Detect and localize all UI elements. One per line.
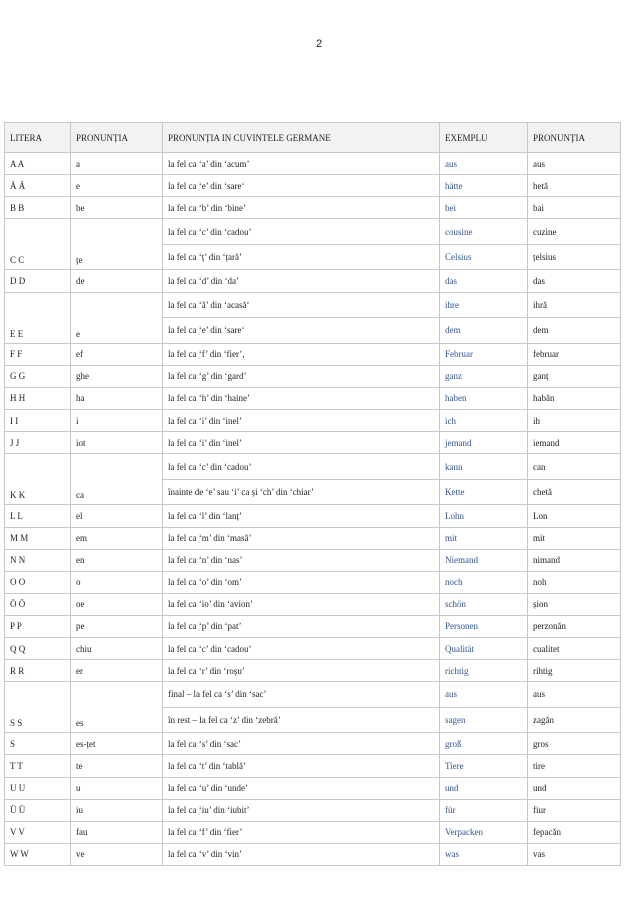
cell-example: Celsius [440,244,528,270]
cell-example-pronunciation: Lon [528,505,621,527]
cell-example: noch [440,571,528,593]
table-row [5,454,621,480]
cell-litera: F F [5,343,71,365]
table-header-row [5,123,621,153]
cell-litera [5,682,71,708]
cell-description: la fel ca ‘c’ din ‘cadou’ [163,637,440,659]
table-row [5,682,621,708]
cell-example: Qualität [440,637,528,659]
cell-litera: S S [5,707,71,733]
table-row [5,175,621,197]
table-row [5,343,621,365]
cell-litera: S [5,733,71,755]
cell-description: la fel ca ‘d’ din ‘da’ [163,270,440,292]
cell-description: la fel ca ‘a’ din ‘acum’ [163,153,440,175]
table-row [5,660,621,682]
cell-description: la fel ca ‘f’ din ‘fier’, [163,343,440,365]
cell-litera: R R [5,660,71,682]
cell-pronuntia [71,682,163,708]
cell-example-pronunciation: cualitet [528,637,621,659]
cell-example: was [440,843,528,865]
table-row [5,637,621,659]
cell-example-pronunciation: und [528,777,621,799]
cell-example-pronunciation: perzonăn [528,615,621,637]
table-row [5,571,621,593]
table-row [5,365,621,387]
cell-pronuntia: iu [71,799,163,821]
cell-pronuntia: chiu [71,637,163,659]
cell-example-pronunciation: bai [528,197,621,219]
table-row [5,197,621,219]
table-row [5,821,621,843]
cell-description: înainte de ‘e’ sau ‘i’ ca și ‘ch’ din ‘chiar’ [163,479,440,505]
cell-pronuntia [71,219,163,245]
cell-example: Lohn [440,505,528,527]
cell-example-pronunciation: nimand [528,549,621,571]
cell-pronuntia: a [71,153,163,175]
cell-pronuntia: es-țet [71,733,163,755]
table-row [5,549,621,571]
cell-example-pronunciation: das [528,270,621,292]
table-row [5,410,621,432]
cell-example-pronunciation: iemand [528,432,621,454]
cell-description: la fel ca ‘n’ din ‘nas’ [163,549,440,571]
table-row [5,153,621,175]
cell-description: la fel ca ‘r’ din ‘roșu’ [163,660,440,682]
cell-litera [5,292,71,318]
cell-example: schön [440,593,528,615]
cell-example-pronunciation: noh [528,571,621,593]
cell-description: la fel ca ‘c’ din ‘cadou’ [163,454,440,480]
cell-example-pronunciation: habăn [528,387,621,409]
cell-litera: C C [5,244,71,270]
cell-example-pronunciation: aus [528,153,621,175]
cell-pronuntia: el [71,505,163,527]
cell-pronuntia: be [71,197,163,219]
cell-litera: H H [5,387,71,409]
cell-example: richtig [440,660,528,682]
cell-example: kann [440,454,528,480]
cell-litera: E E [5,318,71,344]
cell-example: Tiere [440,755,528,777]
cell-litera: N N [5,549,71,571]
cell-description: la fel ca ‘h’ din ‘haine’ [163,387,440,409]
alphabet-table [4,122,621,866]
cell-description: la fel ca ‘e’ din ‘sare‘ [163,318,440,344]
cell-litera: T T [5,755,71,777]
cell-litera: P P [5,615,71,637]
cell-description: la fel ca ‘v’ din ‘vin’ [163,843,440,865]
table-row [5,843,621,865]
cell-example-pronunciation: tire [528,755,621,777]
cell-example-pronunciation: fiur [528,799,621,821]
cell-example-pronunciation: fepacăn [528,821,621,843]
cell-description: la fel ca ‘s’ din ‘sac’ [163,733,440,755]
cell-litera: D D [5,270,71,292]
cell-example: dem [440,318,528,344]
cell-pronuntia: er [71,660,163,682]
cell-example: ihre [440,292,528,318]
cell-example: Niemand [440,549,528,571]
cell-pronuntia [71,454,163,480]
cell-litera: K K [5,479,71,505]
cell-example-pronunciation: țelsius [528,244,621,270]
cell-example: und [440,777,528,799]
cell-litera [5,454,71,480]
cell-pronuntia: o [71,571,163,593]
cell-pronuntia: ha [71,387,163,409]
cell-description: la fel ca ‘l’ din ‘lanț’ [163,505,440,527]
cell-example: bei [440,197,528,219]
table-row [5,432,621,454]
cell-litera: G G [5,365,71,387]
cell-description: la fel ca ‘ț’ din ‘țară’ [163,244,440,270]
cell-example-pronunciation: vas [528,843,621,865]
table-row [5,505,621,527]
table-row [5,593,621,615]
cell-pronuntia: es [71,707,163,733]
cell-example: aus [440,682,528,708]
cell-example: hätte [440,175,528,197]
table-row [5,733,621,755]
cell-example: das [440,270,528,292]
cell-example: ich [440,410,528,432]
cell-example: ganz [440,365,528,387]
cell-pronuntia: ca [71,479,163,505]
cell-example-pronunciation: zagăn [528,707,621,733]
table-row [5,777,621,799]
cell-description: la fel ca ‘e’ din ‘sare‘ [163,175,440,197]
page-number: 2 [315,38,323,50]
cell-example-pronunciation: mit [528,527,621,549]
cell-litera: O O [5,571,71,593]
cell-example: aus [440,153,528,175]
table-row [5,755,621,777]
cell-example-pronunciation: februar [528,343,621,365]
cell-description: la fel ca ‘m’ din ‘masă’ [163,527,440,549]
header-pronuntia: PRONUNȚIA [71,123,163,153]
cell-example-pronunciation: cuzine [528,219,621,245]
table-row [5,479,621,505]
cell-pronuntia: fau [71,821,163,843]
cell-litera: M M [5,527,71,549]
cell-description: la fel ca ‘p’ din ‘pat’ [163,615,440,637]
cell-pronuntia: de [71,270,163,292]
cell-example: für [440,799,528,821]
cell-litera: U U [5,777,71,799]
cell-description: la fel ca ‘f’ din ‘fier’ [163,821,440,843]
table-row [5,318,621,344]
table-row [5,244,621,270]
header-pronuntia-exemplu: PRONUNȚIA [528,123,621,153]
cell-pronuntia: i [71,410,163,432]
header-pronuntia-germane: PRONUNȚIA IN CUVINTELE GERMANE [163,123,440,153]
cell-description: la fel ca ‘iu’ din ‘iubit’ [163,799,440,821]
cell-description: la fel ca ‘g’ din ‘gard’ [163,365,440,387]
cell-example: Februar [440,343,528,365]
cell-example-pronunciation: gros [528,733,621,755]
cell-example-pronunciation: dem [528,318,621,344]
cell-litera [5,219,71,245]
cell-example: haben [440,387,528,409]
cell-pronuntia: ghe [71,365,163,387]
cell-example-pronunciation: rihtig [528,660,621,682]
cell-description: la fel ca ‘io’ din ‘avion’ [163,593,440,615]
table-body [5,153,621,866]
cell-description: la fel ca ‘u’ din ‘unde’ [163,777,440,799]
cell-example: mit [440,527,528,549]
cell-pronuntia: u [71,777,163,799]
cell-litera: W W [5,843,71,865]
header-exemplu: EXEMPLU [440,123,528,153]
cell-example-pronunciation: șion [528,593,621,615]
cell-litera: Q Q [5,637,71,659]
cell-litera: Ü Ü [5,799,71,821]
cell-example: jemand [440,432,528,454]
cell-litera: L L [5,505,71,527]
cell-example: Personen [440,615,528,637]
cell-description: la fel ca ‘b’ din ‘bine’ [163,197,440,219]
table-row [5,387,621,409]
cell-pronuntia: iot [71,432,163,454]
cell-example-pronunciation: ihră [528,292,621,318]
cell-description: la fel ca ‘ă’ din ‘acasă‘ [163,292,440,318]
cell-pronuntia: oe [71,593,163,615]
table-row [5,292,621,318]
table-row [5,615,621,637]
cell-example: cousine [440,219,528,245]
cell-pronuntia: țe [71,244,163,270]
cell-pronuntia: e [71,175,163,197]
table-row [5,707,621,733]
cell-pronuntia: ve [71,843,163,865]
cell-pronuntia [71,292,163,318]
table-row [5,527,621,549]
cell-pronuntia: pe [71,615,163,637]
cell-description: la fel ca ‘t’ din ‘tablă’ [163,755,440,777]
table-row [5,799,621,821]
table-row [5,219,621,245]
cell-description: la fel ca ‘i’ din ‘inel’ [163,410,440,432]
cell-example-pronunciation: hetă [528,175,621,197]
cell-litera: B B [5,197,71,219]
cell-example-pronunciation: can [528,454,621,480]
cell-litera: A A [5,153,71,175]
cell-pronuntia: ef [71,343,163,365]
cell-example-pronunciation: ganț [528,365,621,387]
cell-example: groß [440,733,528,755]
cell-litera: Ö Ö [5,593,71,615]
table-row [5,270,621,292]
cell-example-pronunciation: chetă [528,479,621,505]
cell-example: Kette [440,479,528,505]
cell-pronuntia: em [71,527,163,549]
cell-description: final – la fel ca ‘s’ din ‘sac’ [163,682,440,708]
cell-example-pronunciation: ih [528,410,621,432]
cell-litera: J J [5,432,71,454]
cell-example: sagen [440,707,528,733]
cell-pronuntia: e [71,318,163,344]
cell-example-pronunciation: aus [528,682,621,708]
cell-pronuntia: en [71,549,163,571]
cell-litera: I I [5,410,71,432]
cell-description: la fel ca ‘o’ din ‘om’ [163,571,440,593]
cell-description: la fel ca ‘c’ din ‘cadou’ [163,219,440,245]
cell-litera: Ä Ä [5,175,71,197]
cell-pronuntia: te [71,755,163,777]
cell-example: Verpacken [440,821,528,843]
header-litera: LITERA [5,123,71,153]
cell-description: la fel ca ‘i’ din ‘inel’ [163,432,440,454]
cell-description: în rest – la fel ca ‘z’ din ‘zebră’ [163,707,440,733]
cell-litera: V V [5,821,71,843]
